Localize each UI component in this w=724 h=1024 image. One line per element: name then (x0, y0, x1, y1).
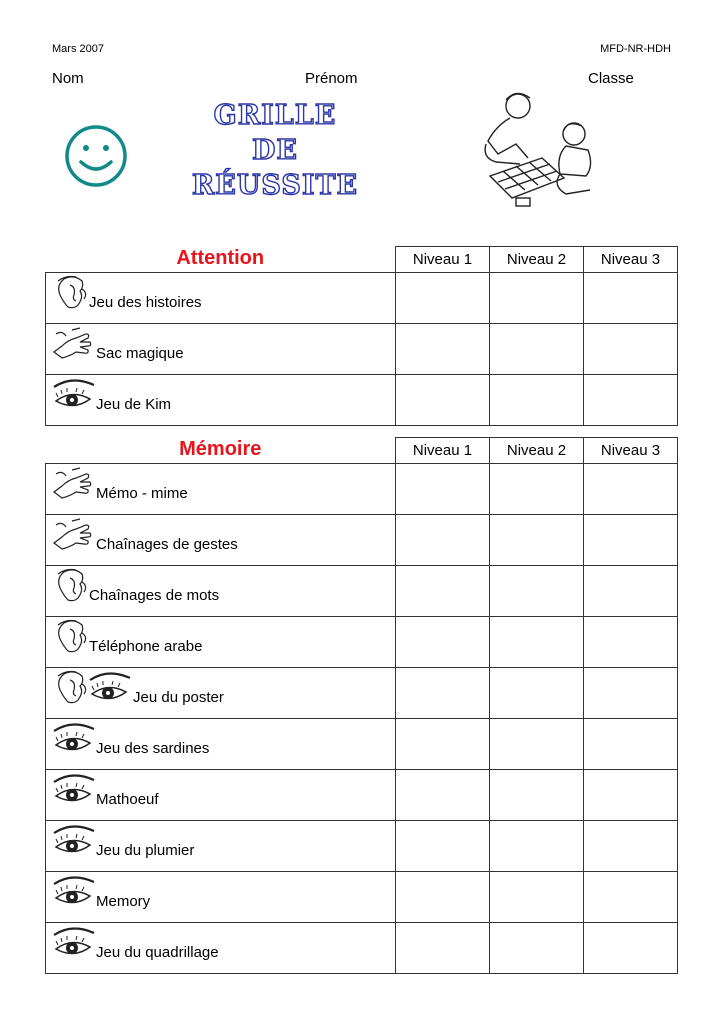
level-1-checkbox[interactable] (396, 515, 490, 566)
level-3-checkbox[interactable] (584, 273, 678, 324)
table-row (46, 872, 678, 923)
classe-label: Classe (588, 70, 634, 87)
eye-icon (52, 721, 96, 755)
level-1-checkbox[interactable] (396, 770, 490, 821)
activity-label: Jeu des sardines (96, 740, 210, 757)
table-row (46, 515, 678, 566)
hand-icon (52, 466, 94, 500)
attention-level-1-header: Niveau 1 (396, 247, 490, 273)
activity-label: Téléphone arabe (89, 638, 203, 655)
eye-icon (52, 925, 96, 959)
level-1-checkbox[interactable] (396, 324, 490, 375)
table-row (46, 617, 678, 668)
page-title (180, 98, 370, 203)
table-row (46, 821, 678, 872)
level-3-checkbox[interactable] (584, 821, 678, 872)
children-playing-illustration (476, 86, 600, 212)
table-row (46, 566, 678, 617)
activity-label: Mathoeuf (96, 791, 159, 808)
level-2-checkbox[interactable] (490, 770, 584, 821)
level-2-checkbox[interactable] (490, 566, 584, 617)
memoire-header-row (46, 438, 678, 464)
eye-icon (52, 377, 96, 411)
activity-cell (46, 464, 396, 515)
activity-cell (46, 923, 396, 974)
level-2-checkbox[interactable] (490, 617, 584, 668)
attention-header-row (46, 247, 678, 273)
level-3-checkbox[interactable] (584, 770, 678, 821)
level-3-checkbox[interactable] (584, 872, 678, 923)
attention-level-2-header: Niveau 2 (490, 247, 584, 273)
eye-icon (52, 874, 96, 908)
ear-icon (54, 619, 88, 655)
reference-code: MFD-NR-HDH (600, 43, 671, 55)
ear-icon (54, 275, 88, 311)
activity-cell (46, 324, 396, 375)
table-row (46, 324, 678, 375)
level-2-checkbox[interactable] (490, 324, 584, 375)
activity-cell (46, 872, 396, 923)
level-2-checkbox[interactable] (490, 668, 584, 719)
activity-label: Jeu de Kim (96, 396, 172, 413)
level-3-checkbox[interactable] (584, 617, 678, 668)
activity-label: Jeu du poster (133, 689, 224, 706)
activity-cell (46, 617, 396, 668)
level-1-checkbox[interactable] (396, 273, 490, 324)
section-title-memoire: Mémoire (46, 438, 396, 464)
ear-icon (54, 670, 88, 706)
memoire-level-2-header: Niveau 2 (490, 438, 584, 464)
level-3-checkbox[interactable] (584, 566, 678, 617)
level-3-checkbox[interactable] (584, 923, 678, 974)
activity-label: Mémo - mime (96, 485, 188, 502)
level-2-checkbox[interactable] (490, 719, 584, 770)
activity-label: Chaînages de mots (89, 587, 220, 604)
table-row (46, 668, 678, 719)
eye-icon (52, 823, 96, 857)
level-2-checkbox[interactable] (490, 375, 584, 426)
smiley-icon (64, 124, 128, 188)
activity-label: Jeu du quadrillage (96, 944, 219, 961)
activity-label: Sac magique (96, 345, 184, 362)
activity-cell (46, 668, 396, 719)
memoire-level-1-header: Niveau 1 (396, 438, 490, 464)
activity-cell (46, 770, 396, 821)
title-line-3: RÉUSSITE (191, 170, 359, 201)
table-row (46, 923, 678, 974)
activity-cell (46, 719, 396, 770)
level-3-checkbox[interactable] (584, 324, 678, 375)
level-2-checkbox[interactable] (490, 515, 584, 566)
eye-icon (88, 670, 132, 704)
level-1-checkbox[interactable] (396, 923, 490, 974)
hand-icon (52, 517, 94, 551)
level-3-checkbox[interactable] (584, 668, 678, 719)
ear-icon (54, 568, 88, 604)
level-1-checkbox[interactable] (396, 821, 490, 872)
level-1-checkbox[interactable] (396, 464, 490, 515)
memoire-level-3-header: Niveau 3 (584, 438, 678, 464)
eye-icon (52, 772, 96, 806)
activity-cell (46, 821, 396, 872)
level-3-checkbox[interactable] (584, 375, 678, 426)
level-3-checkbox[interactable] (584, 515, 678, 566)
table-row (46, 273, 678, 324)
title-line-1: GRILLE (213, 100, 337, 131)
activity-cell (46, 375, 396, 426)
level-1-checkbox[interactable] (396, 375, 490, 426)
level-1-checkbox[interactable] (396, 617, 490, 668)
level-2-checkbox[interactable] (490, 821, 584, 872)
activity-label: Jeu des histoires (89, 294, 202, 311)
activity-label: Chaînages de gestes (96, 536, 238, 553)
table-row (46, 770, 678, 821)
activity-label: Jeu du plumier (96, 842, 195, 859)
table-row (46, 464, 678, 515)
activity-label: Memory (96, 893, 151, 910)
hand-icon (52, 326, 94, 360)
level-3-checkbox[interactable] (584, 464, 678, 515)
nom-label: Nom (52, 70, 84, 87)
attention-table (45, 246, 678, 426)
level-3-checkbox[interactable] (584, 719, 678, 770)
level-1-checkbox[interactable] (396, 668, 490, 719)
attention-level-3-header: Niveau 3 (584, 247, 678, 273)
level-2-checkbox[interactable] (490, 464, 584, 515)
prenom-label: Prénom (305, 70, 358, 87)
date-text: Mars 2007 (52, 43, 104, 55)
level-1-checkbox[interactable] (396, 719, 490, 770)
memoire-table (45, 437, 678, 974)
activity-cell (46, 515, 396, 566)
level-1-checkbox[interactable] (396, 566, 490, 617)
table-row (46, 719, 678, 770)
activity-cell (46, 273, 396, 324)
level-2-checkbox[interactable] (490, 872, 584, 923)
level-1-checkbox[interactable] (396, 872, 490, 923)
table-row (46, 375, 678, 426)
level-2-checkbox[interactable] (490, 273, 584, 324)
section-title-attention: Attention (46, 247, 396, 273)
title-line-2: DE (252, 135, 298, 166)
activity-cell (46, 566, 396, 617)
level-2-checkbox[interactable] (490, 923, 584, 974)
